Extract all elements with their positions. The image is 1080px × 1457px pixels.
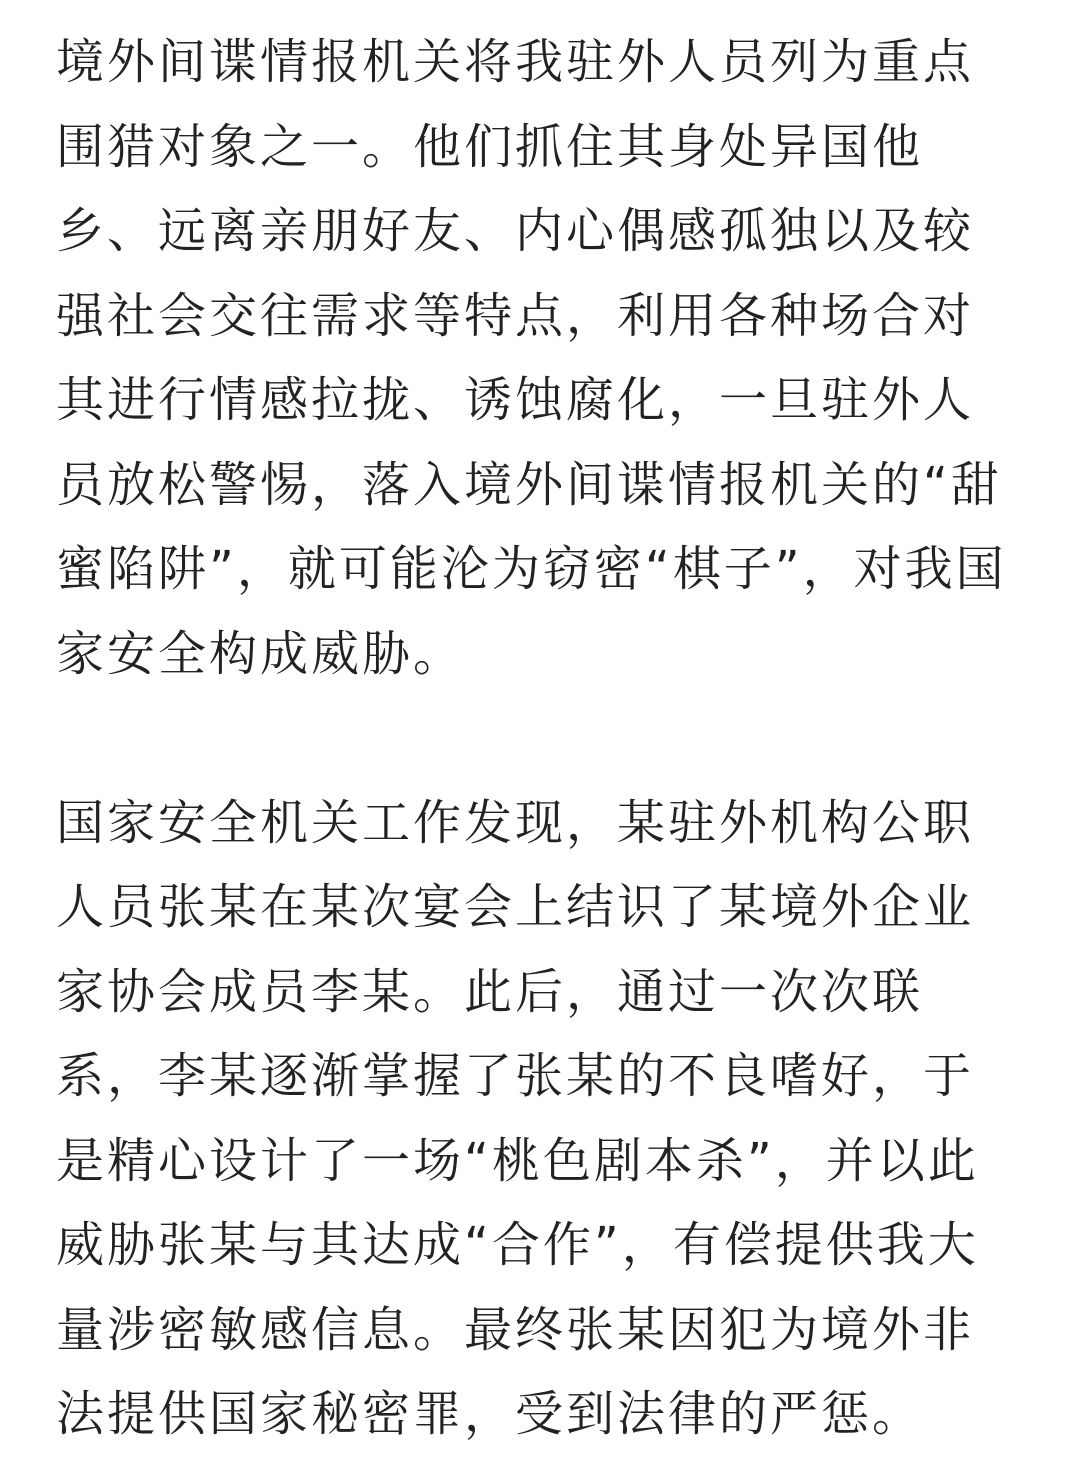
text-line: 国家安全机关工作发现，某驻外机构公职 <box>56 794 975 851</box>
paragraph-2 <box>56 781 1024 1457</box>
text-line: 围猎对象之一。他们抓住其身处异国他 <box>56 118 924 175</box>
paragraph-spacer <box>56 696 1024 781</box>
text-line: 境外间谍情报机关将我驻外人员列为重点 <box>56 34 975 90</box>
text-line: 家协会成员李某。此后，通过一次次联 <box>56 963 924 1020</box>
text-line: 家安全构成威胁。 <box>56 625 465 682</box>
text-line: 量涉密敏感信息。最终张某因犯为境外非 <box>56 1301 975 1358</box>
article-body <box>56 20 1024 1457</box>
text-line: 其进行情感拉拢、诱蚀腐化，一旦驻外人 <box>56 372 975 428</box>
text-line: 员放松警惕，落入境外间谍情报机关的“甜 <box>56 456 1002 513</box>
paragraph-1 <box>56 20 1024 696</box>
text-line: 威胁张某与其达成“合作”，有偿提供我大 <box>56 1217 979 1273</box>
text-line: 强社会交往需求等特点，利用各种场合对 <box>56 287 975 344</box>
text-line: 系，李某逐渐掌握了张某的不良嗜好，于 <box>56 1048 975 1104</box>
text-line: 法提供国家秘密罪，受到法律的严惩。 <box>56 1386 924 1442</box>
text-line: 乡、远离亲朋好友、内心偶感孤独以及较 <box>56 203 975 259</box>
text-line: 人员张某在某次宴会上结识了某境外企业 <box>56 879 975 935</box>
text-line: 是精心设计了一场“桃色剧本杀”，并以此 <box>56 1132 979 1189</box>
text-line: 蜜陷阱”，就可能沦为窃密“棋子”，对我国 <box>56 541 1007 597</box>
